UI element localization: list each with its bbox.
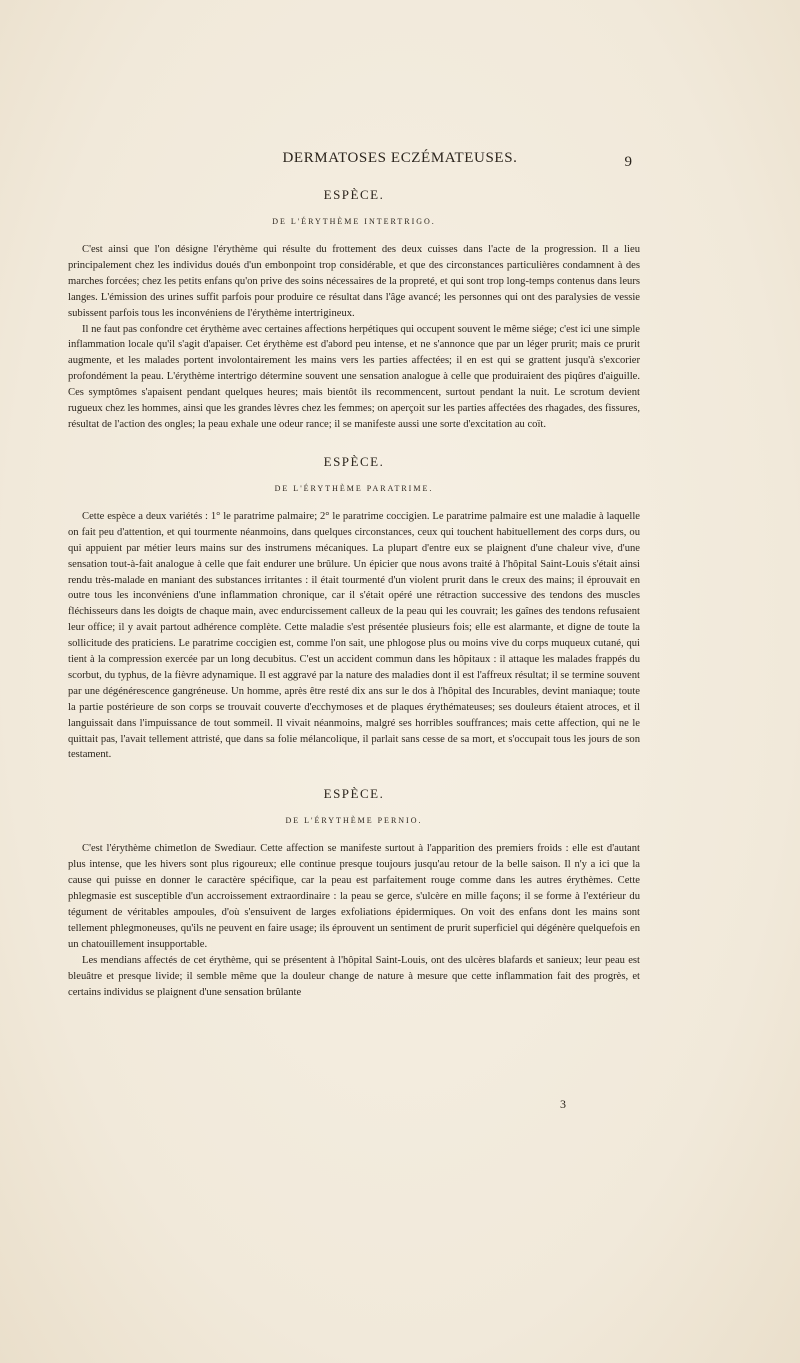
paragraph: C'est ainsi que l'on désigne l'érythème qui résulte du frottement des deux cuisses dans l'acte de la progression. Il a lieu principalement chez les individus doués d'un embonpoint trop considérable, et que des circonstances particulières condamnent à des marches forcées; chez les petits enfans qu'on prive des soins nécessaires de la propreté, et qui sont trop long-temps contenus dans leurs langes. L'émission des urines suffit parfois pour produire ce résultat dans l'âge avancé; les personnes qui ont des paralysies de vessie subissent parfois tous les inconvéniens de l'érythème intertrigineux. bbox=[68, 244, 640, 319]
section-subtitle: DE L'ÉRYTHÈME INTERTRIGO. bbox=[272, 217, 436, 226]
paragraph: C'est l'érythème chimetlon de Swediaur. Cette affection se manifeste surtout à l'apparition des premiers froids : elle est d'autant plus intense, que les hivers sont plus rigoureux; elle continue presque toujours jusqu'au retour de la belle saison. Il n'y a ici que la cause qui puisse en donner le caractère spécifique, car la peau est parfaitement rouge comme dans les autres érythèmes. Cette phlegmasie est susceptible d'un accroissement extraordinaire : la peau se gerce, s'ulcère en mille façons; il se forme à l'extérieur du tégument de véritables ampoules, d'où s'ensuivent de larges exfoliations épidermiques. On voit des enfans dont les mains sont tellement phlegmoneuses, qu'ils ne peuvent en faire usage; ils éprouvent un sentiment de prurit superficiel qui dégénère quelquefois en un chatouillement insupportable. bbox=[68, 843, 640, 950]
section-heading: ESPÈCE. bbox=[323, 453, 385, 469]
section-paratrime bbox=[68, 453, 640, 764]
section-intertrigo bbox=[68, 186, 640, 433]
section-subtitle: DE L'ÉRYTHÈME PERNIO. bbox=[285, 816, 423, 826]
page-number: 9 bbox=[624, 154, 632, 170]
paragraph: Il ne faut pas confondre cet érythème avec certaines affections herpétiques qui occupent souvent le même siége; c'est ici une simple inflammation locale qu'il s'agit d'apaiser. Cet érythème est d'abord peu intense, et ne s'annonce que par un léger prurit; mais ce prurit augmente, et les malades portent involontairement les mains vers les parties affectées; il en est qui se grattent jusqu'à s'excorier profondément la peau. L'érythème intertrigo détermine souvent une sensation analogue à celle que produiraient des piqûres d'aiguille. Ces symptômes s'apaisent pendant quelques heures; mais bientôt ils recommencent, surtout pendant la nuit. Le scrotum devient rugueux chez les hommes, ainsi que les grandes lèvres chez les femmes; on aperçoit sur les parties affectées des rhagades, des fissures, résultat de l'action des ongles; la peau exhale une odeur rance; il se manifeste aussi une sorte d'excitation au coït. bbox=[68, 323, 640, 430]
running-head bbox=[0, 150, 800, 170]
section-subtitle: DE L'ÉRYTHÈME PARATRIME. bbox=[274, 483, 434, 493]
running-title: DERMATOSES ECZÉMATEUSES. bbox=[282, 150, 518, 166]
paragraph: Cette espèce a deux variétés : 1° le paratrime palmaire; 2° le paratrime coccigien. Le paratrime palmaire est une maladie à laquelle on fait peu d'attention, et qui tourmente néanmoins, dans quelques circonstances, ceux qui touchent habituellement des corps durs, ou qui appuient par métier leurs mains sur des instrumens mécaniques. La plupart d'entre eux se plaignent d'une chaleur vive, d'une sensation tout-à-fait analogue à celle que fait endurer une brûlure. Un épicier que nous avons traité à l'hôpital Saint-Louis s'était ainsi rendu très-malade en maniant des substances irritantes : il était tourmenté d'un violent prurit dans le creux des mains; il éprouvait en outre tous les inconvéniens d'une inflammation chronique, car il s'était opéré une rétraction successive des tendons des muscles fléchisseurs dans les doigts de chaque main, avec endurcissement calleux de la peau qui les couvrait; les gaînes des tendons refusaient leur office; il y avait partout adhérence complète. Cette maladie s'est présentée plusieurs fois; elle est alarmante, et digne de toute la sollicitude des praticiens. Le paratrime coccigien est, comme l'on sait, une phlogose plus ou moins vive du corps muqueux cutané, qui tient à la compression exercée par un long decubitus. C'est un accident commun dans les hôpitaux : il attaque les malades frappés du scorbut, du typhus, de la fièvre adynamique. Il est aggravé par la nature des maladies dont il est l'affreux résultat; il se termine souvent par une dégénérescence gangréneuse. Un homme, après être resté dix ans sur le dos à l'hôpital des Incurables, devint maniaque; toute la partie postérieure de son corps se trouvait couverte d'ecchymoses et de plaques érythémateuses; ses douleurs étaient atroces, et il languissait dans l'impuissance de tout sommeil. Il vivait néanmoins, malgré ses horribles souffrances; mais cette affection, qui ne le quittait pas, l'avait tellement attristé, que dans sa folie mélancolique, il parlait sans cesse de sa mort, et s'occupait tous les jours de son testament. bbox=[68, 510, 640, 761]
section-pernio bbox=[68, 785, 640, 1000]
signature-mark: 3 bbox=[560, 1097, 566, 1111]
section-heading: ESPÈCE. bbox=[323, 786, 385, 802]
section-heading: ESPÈCE. bbox=[323, 187, 385, 202]
text-column bbox=[68, 186, 640, 1000]
paragraph: Les mendians affectés de cet érythème, qui se présentent à l'hôpital Saint-Louis, ont des ulcères blafards et sanieux; leur peau est bleuâtre et presque livide; il semble même que la douleur change de nature à mesure que cette inflammation fait des progrès, et certains individus se plaignent d'une sensation brûlante bbox=[68, 954, 640, 998]
